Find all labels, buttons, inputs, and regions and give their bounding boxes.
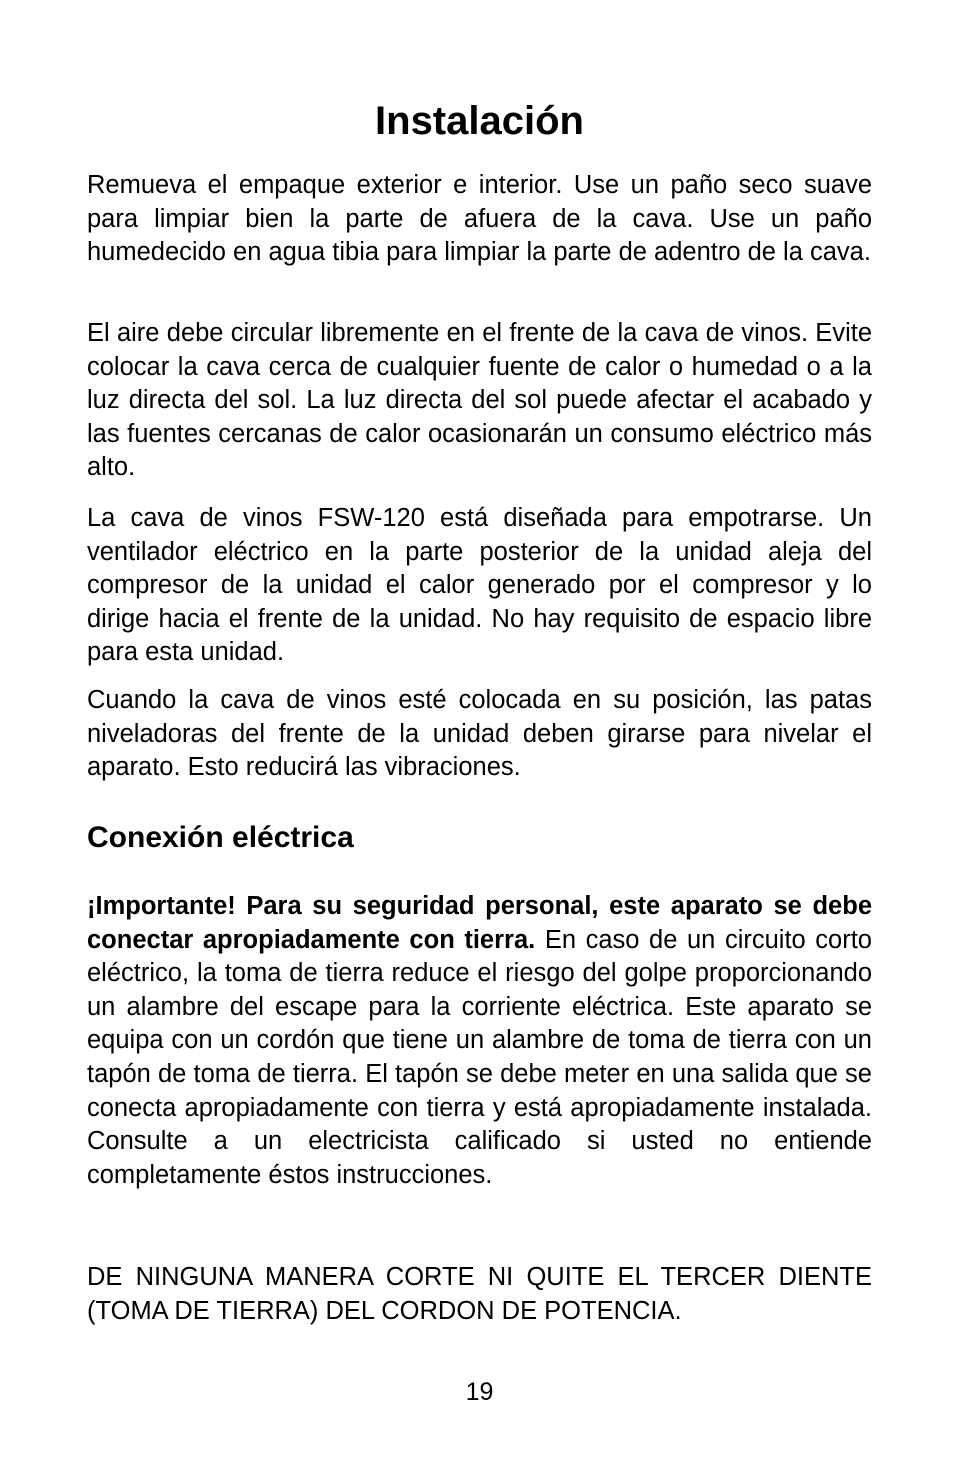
paragraph-warning: DE NINGUNA MANERA CORTE NI QUITE EL TERCER DIENTE (TOMA DE TIERRA) DEL CORDON DE POTENCIA. — [87, 1263, 872, 1325]
important-notice: ¡Importante! Para su seguridad personal, este aparato se debe conectar apropiadamente con tierra. — [87, 892, 872, 954]
paragraph-built-in: La cava de vinos FSW-120 está diseñada para empotrarse. Un ventilador eléctrico en la parte posterior de la unidad aleja del compresor de la unidad el calor generado por el compresor y lo dirige hacia el frente de la unidad. No hay requisito de espacio libre para esta unidad. — [87, 504, 872, 667]
section-title-electrical: Conexión eléctrica — [87, 821, 354, 854]
page-title: Instalación — [375, 99, 584, 143]
grounding-text: En caso de un circuito corto eléctrico, la toma de tierra reduce el riesgo del golpe proporcionando un alambre del escape para la corriente eléctrica. Este aparato se equipa con un cordón que tiene un alambre de toma de tierra con un tapón de toma de tierra. El tapón se debe meter en una salida que se conecta apropiadamente con tierra y está apropiadamente instalada. Consulte a un electricista calificado si usted no entiende completamente éstos instrucciones. — [87, 925, 872, 1189]
paragraph-unpacking: Remueva el empaque exterior e interior. Use un paño seco suave para limpiar bien la parte de afuera de la cava. Use un paño humedecido en agua tibia para limpiar la parte de adentro de la cava. — [87, 171, 872, 267]
paragraph-leveling: Cuando la cava de vinos esté colocada en su posición, las patas niveladoras del frente de la unidad deben girarse para nivelar el aparato. Esto reducirá las vibraciones. — [87, 686, 872, 782]
paragraph-grounding — [87, 890, 872, 1192]
page-number: 19 — [465, 1378, 494, 1406]
paragraph-air-circulation: El aire debe circular libremente en el frente de la cava de vinos. Evite colocar la cava cerca de cualquier fuente de calor o humedad o a la luz directa del sol. La luz directa del sol puede afectar el acabado y las fuentes cercanas de calor ocasionarán un consumo eléctrico más alto. — [87, 319, 872, 482]
